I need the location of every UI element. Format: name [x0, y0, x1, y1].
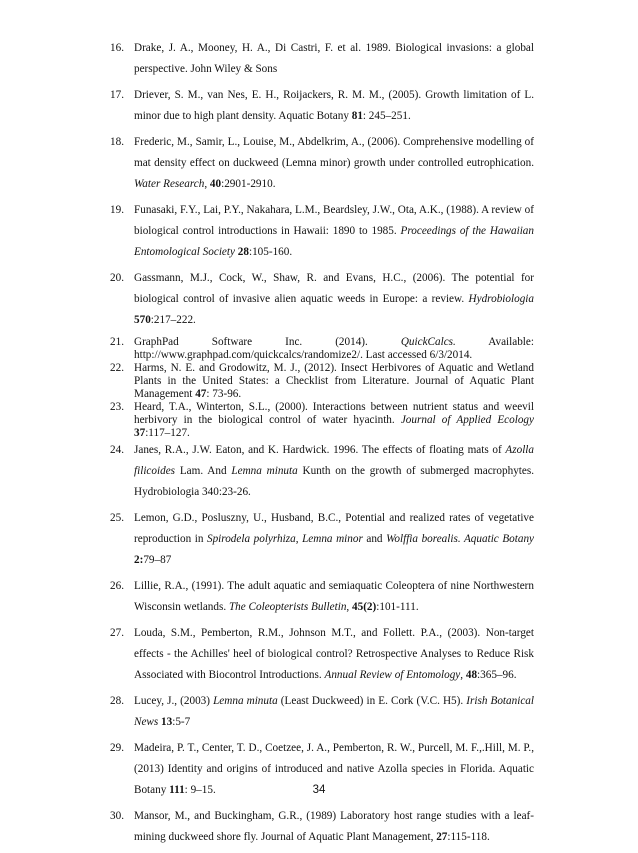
reference-entry	[110, 38, 534, 80]
reference-entry	[110, 401, 534, 440]
reference-text: Mansor, M., and Buckingham, G.R., (1989) Laboratory host range studies with a leaf-mining duckweed shore fly. Journal of Aquatic Plant Management, 27:115-118.	[134, 810, 534, 843]
reference-text: Lemon, G.D., Posluszny, U., Husband, B.C., Potential and realized rates of vegetative reproduction in Spirodela polyrhiza, Lemna minor and Wolffia borealis. Aquatic Botany 2:79–87	[134, 512, 535, 566]
reference-entry	[110, 440, 534, 503]
reference-entry	[110, 200, 534, 263]
reference-text: Driever, S. M., van Nes, E. H., Roijackers, R. M. M., (2005). Growth limitation of L. minor due to high plant density. Aquatic Botany 81: 245–251.	[134, 89, 534, 122]
reference-number: 24.	[110, 444, 124, 456]
reference-text: Lucey, J., (2003) Lemna minuta (Least Duckweed) in E. Cork (V.C. H5). Irish Botanical News 13:5-7	[134, 695, 535, 728]
page-number: 34	[312, 784, 326, 796]
reference-list	[110, 38, 534, 853]
reference-number: 29.	[110, 742, 124, 754]
reference-entry	[110, 508, 534, 571]
reference-number: 21.	[110, 336, 124, 348]
reference-number: 25.	[110, 512, 124, 524]
reference-number: 18.	[110, 136, 124, 148]
reference-text: Gassmann, M.J., Cock, W., Shaw, R. and Evans, H.C., (2006). The potential for biological control of invasive alien aquatic weeds in Europe: a review. Hydrobiologia 570:217–222.	[134, 272, 534, 326]
reference-number: 26.	[110, 580, 124, 592]
reference-text: GraphPad Software Inc. (2014). QuickCalcs. Available: http://www.graphpad.com/quickcalcs/randomize2/. Last accessed 6/3/2014.	[134, 336, 534, 361]
reference-entry	[110, 362, 534, 401]
reference-number: 17.	[110, 89, 124, 101]
reference-entry	[110, 85, 534, 127]
reference-entry	[110, 806, 534, 848]
reference-text: Lillie, R.A., (1991). The adult aquatic and semiaquatic Coleoptera of nine Northwestern Wisconsin wetlands. The Coleopterists Bulletin, 45(2):101-111.	[134, 580, 534, 613]
reference-entry	[110, 623, 534, 686]
reference-text: Drake, J. A., Mooney, H. A., Di Castri, F. et al. 1989. Biological invasions: a global perspective. John Wiley & Sons	[134, 42, 534, 75]
reference-number: 19.	[110, 204, 124, 216]
reference-number: 23.	[110, 401, 124, 413]
reference-number: 22.	[110, 362, 124, 374]
reference-text: Madeira, P. T., Center, T. D., Coetzee, J. A., Pemberton, R. W., Purcell, M. F.,.Hill, M. P., (2013) Identity and origins of introduced and native Azolla species in Florida. Aquatic Botany 111: 9–15.	[134, 742, 534, 796]
reference-number: 20.	[110, 272, 124, 284]
reference-text: Janes, R.A., J.W. Eaton, and K. Hardwick. 1996. The effects of floating mats of Azolla filicoides Lam. And Lemna minuta Kunth on the growth of submerged macrophytes. Hydrobiologia 340:23-26.	[134, 444, 535, 498]
reference-text: Louda, S.M., Pemberton, R.M., Johnson M.T., and Follett. P.A., (2003). Non-target effects - the Achilles' heel of biological control? Retrospective Analyses to Reduce Risk Associated with Biocontrol Introductions. Annual Review of Entomology, 48:365–96.	[134, 627, 534, 681]
reference-number: 16.	[110, 42, 124, 54]
reference-entry	[110, 132, 534, 195]
reference-entry	[110, 268, 534, 331]
reference-text: Frederic, M., Samir, L., Louise, M., Abdelkrim, A., (2006). Comprehensive modelling of mat density effect on duckweed (Lemna minor) growth under controlled eutrophication. Water Research, 40:2901-2910.	[134, 136, 534, 190]
reference-text: Funasaki, F.Y., Lai, P.Y., Nakahara, L.M., Beardsley, J.W., Ota, A.K., (1988). A review of biological control introductions in Hawaii: 1890 to 1985. Proceedings of the Hawaiian Entomological Society 28:105-160.	[134, 204, 534, 258]
reference-number: 27.	[110, 627, 124, 639]
reference-number: 30.	[110, 810, 124, 822]
reference-entry	[110, 691, 534, 733]
reference-entry	[110, 576, 534, 618]
reference-number: 28.	[110, 695, 124, 707]
reference-text: Harms, N. E. and Grodowitz, M. J., (2012). Insect Herbivores of Aquatic and Wetland Plants in the United States: a Checklist from Literature. Journal of Aquatic Plant Management 47: 73-96.	[134, 362, 534, 400]
reference-entry	[110, 336, 534, 362]
reference-text: Heard, T.A., Winterton, S.L., (2000). Interactions between nutrient status and weevil herbivory in the biological control of water hyacinth. Journal of Applied Ecology 37:117–127.	[134, 401, 534, 439]
